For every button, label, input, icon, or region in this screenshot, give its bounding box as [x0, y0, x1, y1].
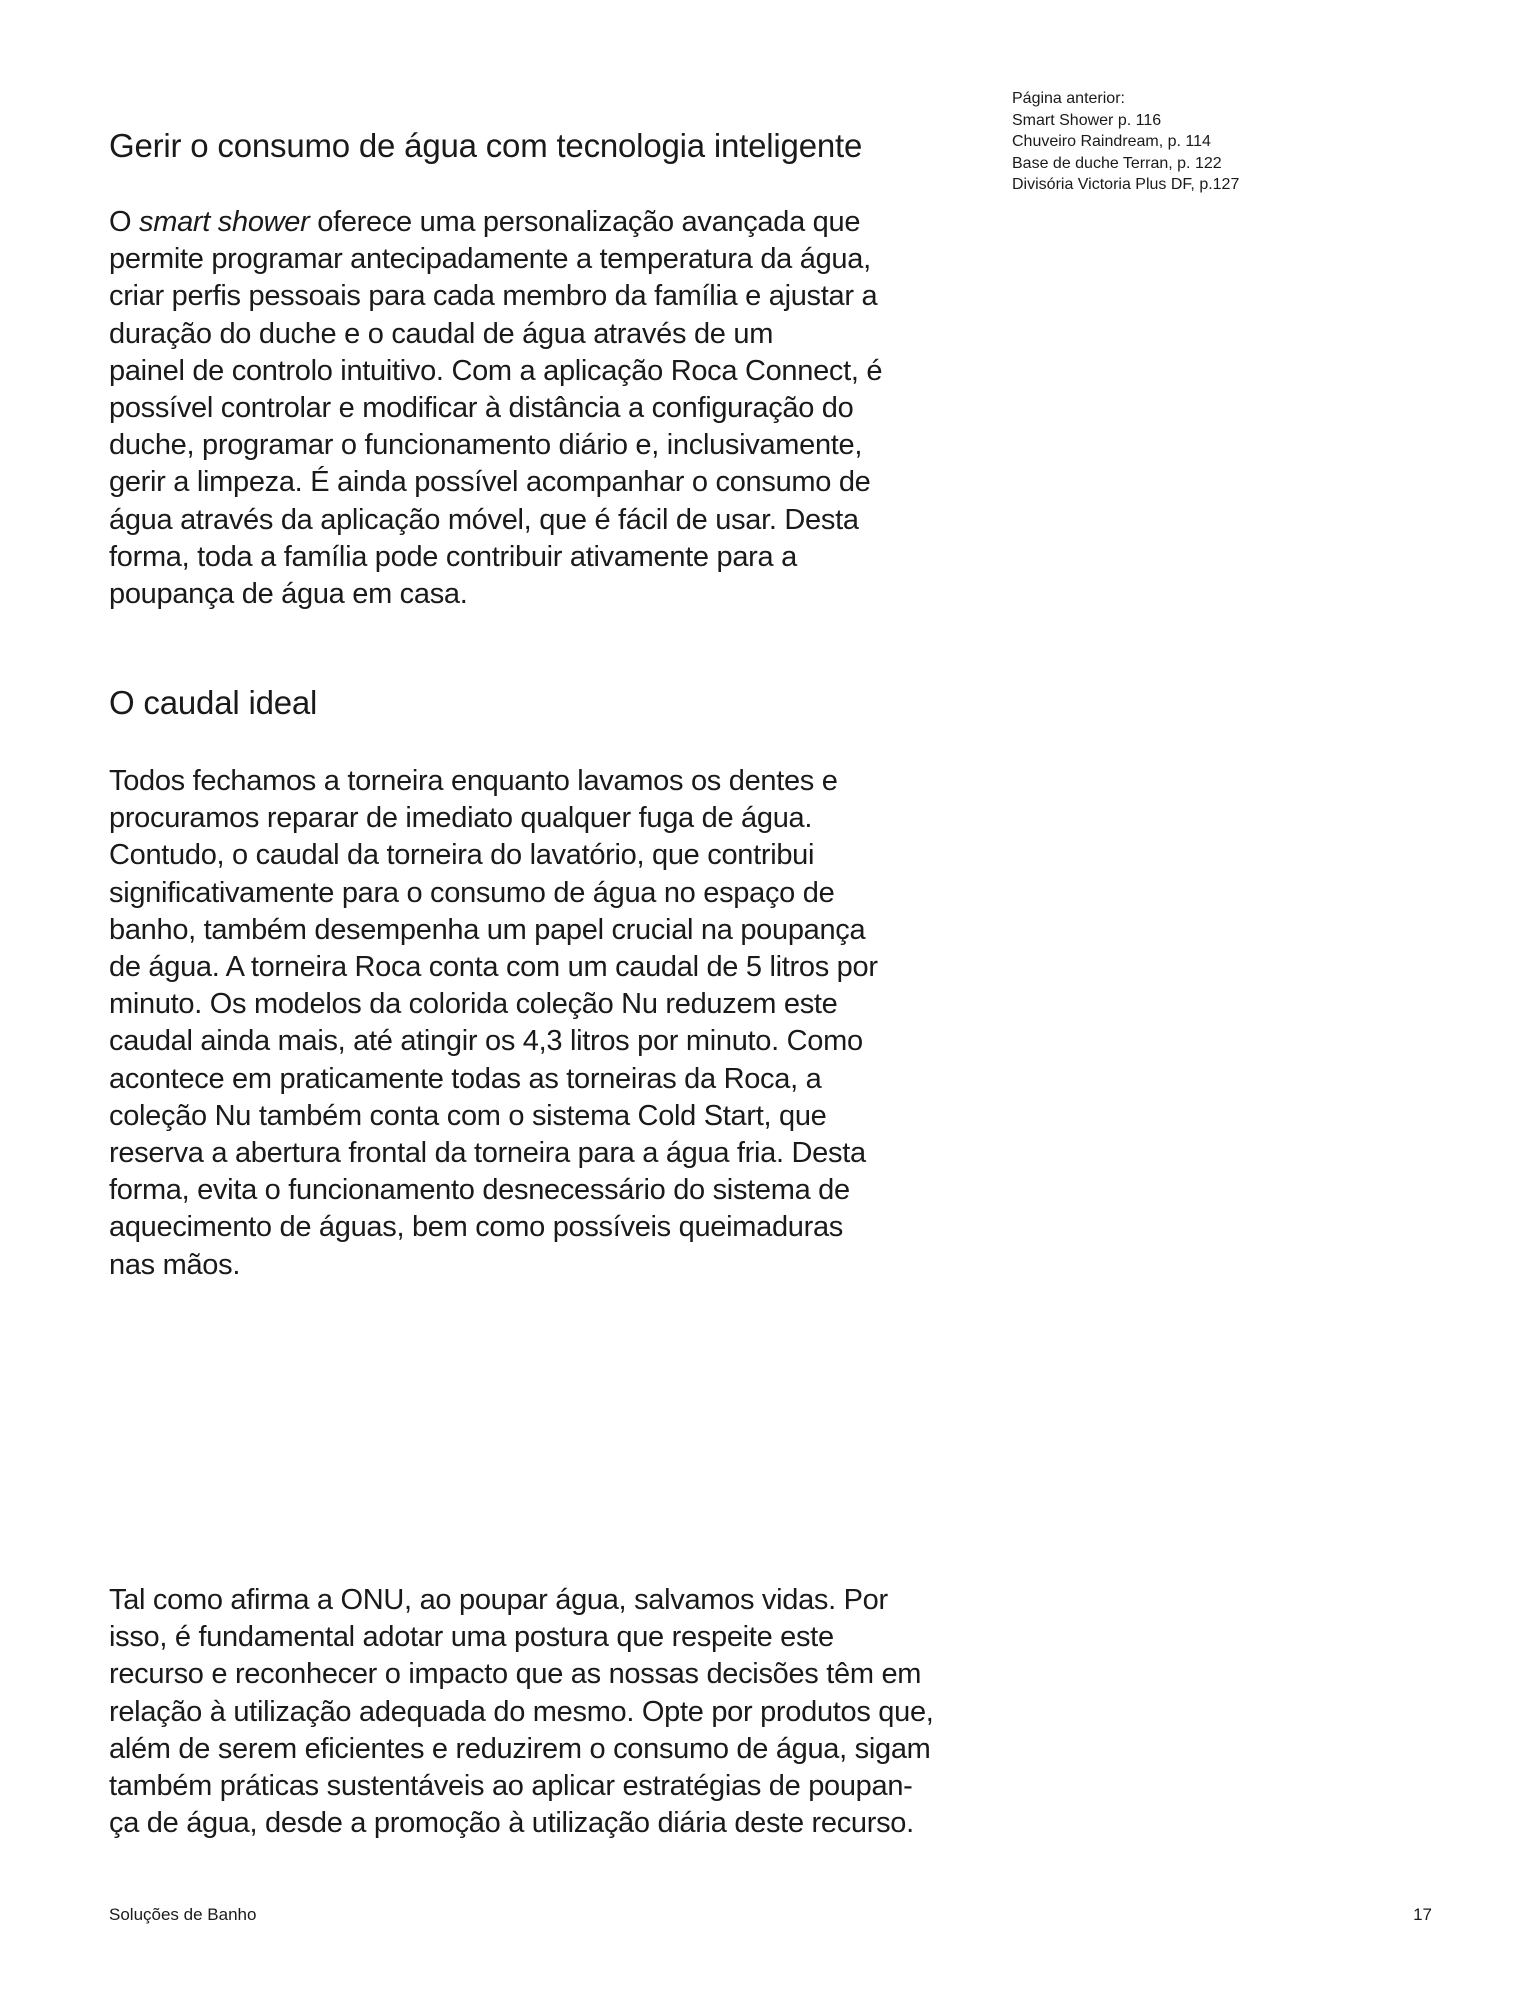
paragraph-line: ça de água, desde a promoção à utilização diária deste recurso. — [109, 1807, 914, 1840]
paragraph-line: Todos fechamos a torneira enquanto lavamos os dentes e — [109, 765, 838, 797]
paragraph-line: gerir a limpeza. É ainda possível acompanhar o consumo de — [109, 466, 871, 499]
line-rest: oferece uma personalização avançada que — [317, 206, 861, 238]
paragraph-line: possível controlar e modificar à distância a configuração do — [109, 392, 854, 425]
section-heading-ideal-flow: O caudal ideal — [109, 684, 318, 721]
sidebar-ref: Base de duche Terran, p. 122 — [1012, 154, 1222, 172]
paragraph-line: Contudo, o caudal da torneira do lavatório, que contribui — [109, 839, 815, 872]
sidebar-label: Página anterior: — [1012, 90, 1125, 107]
sidebar-ref: Smart Shower p. 116 — [1012, 111, 1162, 129]
paragraph-line: forma, toda a família pode contribuir ativamente para a — [109, 540, 797, 573]
paragraph-line: minuto. Os modelos da colorida coleção Nu reduzem este — [109, 988, 838, 1021]
paragraph-ideal-flow — [109, 763, 1009, 1284]
sidebar-ref: Chuveiro Raindream, p. 114 — [1012, 133, 1211, 150]
paragraph-line: permite programar antecipadamente a temperatura da água, — [109, 243, 871, 276]
paragraph-line: isso, é fundamental adotar uma postura que respeite este — [109, 1621, 834, 1654]
paragraph-line: reserva a abertura frontal da torneira para a água fria. Desta — [109, 1137, 866, 1170]
paragraph-line: forma, evita o funcionamento desnecessário do sistema de — [109, 1174, 850, 1207]
page-number: 17 — [1413, 1905, 1432, 1924]
section-heading-smart-water: Gerir o consumo de água com tecnologia inteligente — [109, 127, 863, 164]
paragraph-line: relação à utilização adequada do mesmo. Opte por produtos que, — [109, 1695, 934, 1728]
paragraph-line: aquecimento de águas, bem como possíveis queimaduras — [109, 1211, 843, 1244]
paragraph-line: banho, também desempenha um papel crucial na poupança — [109, 913, 866, 946]
paragraph-line: água através da aplicação móvel, que é fácil de usar. Desta — [109, 503, 859, 536]
footer-title: Soluções de Banho — [109, 1905, 257, 1924]
paragraph-line: procuramos reparar de imediato qualquer fuga de água. — [109, 802, 813, 835]
paragraph-line — [109, 204, 1009, 241]
paragraph-line: coleção Nu também conta com o sistema Cold Start, que — [109, 1099, 827, 1132]
paragraph-line: além de serem eficientes e reduzirem o consumo de água, sigam — [109, 1732, 931, 1765]
paragraph-line: nas mãos. — [109, 1248, 241, 1281]
paragraph-line: significativamente para o consumo de água no espaço de — [109, 876, 835, 909]
paragraph-line: acontece em praticamente todas as torneiras da Roca, a — [109, 1062, 822, 1095]
paragraph-line: criar perfis pessoais para cada membro da família e ajustar a — [109, 280, 878, 313]
paragraph-line: poupança de água em casa. — [109, 578, 468, 611]
sidebar-references — [1012, 88, 1239, 196]
paragraph-line: recurso e reconhecer o impacto que as nossas decisões têm em — [109, 1658, 922, 1691]
paragraph-line: também práticas sustentáveis ao aplicar estratégias de poupan- — [109, 1770, 913, 1803]
paragraph-line: Tal como afirma a ONU, ao poupar água, salvamos vidas. Por — [109, 1584, 888, 1616]
paragraph-line: duche, programar o funcionamento diário e, inclusivamente, — [109, 429, 863, 462]
paragraph-line: de água. A torneira Roca conta com um caudal de 5 litros por — [109, 951, 878, 984]
first-word: O — [109, 206, 132, 238]
paragraph-smart-shower — [109, 204, 1009, 613]
paragraph-line: painel de controlo intuitivo. Com a aplicação Roca Connect, é — [109, 354, 883, 387]
paragraph-line: caudal ainda mais, até atingir os 4,3 litros por minuto. Como — [109, 1025, 863, 1058]
sidebar-ref: Divisória Victoria Plus DF, p.127 — [1012, 176, 1240, 193]
paragraph-un-statement — [109, 1582, 1009, 1842]
italic-term: smart shower — [139, 206, 310, 238]
paragraph-line: duração do duche e o caudal de água através de um — [109, 317, 774, 350]
